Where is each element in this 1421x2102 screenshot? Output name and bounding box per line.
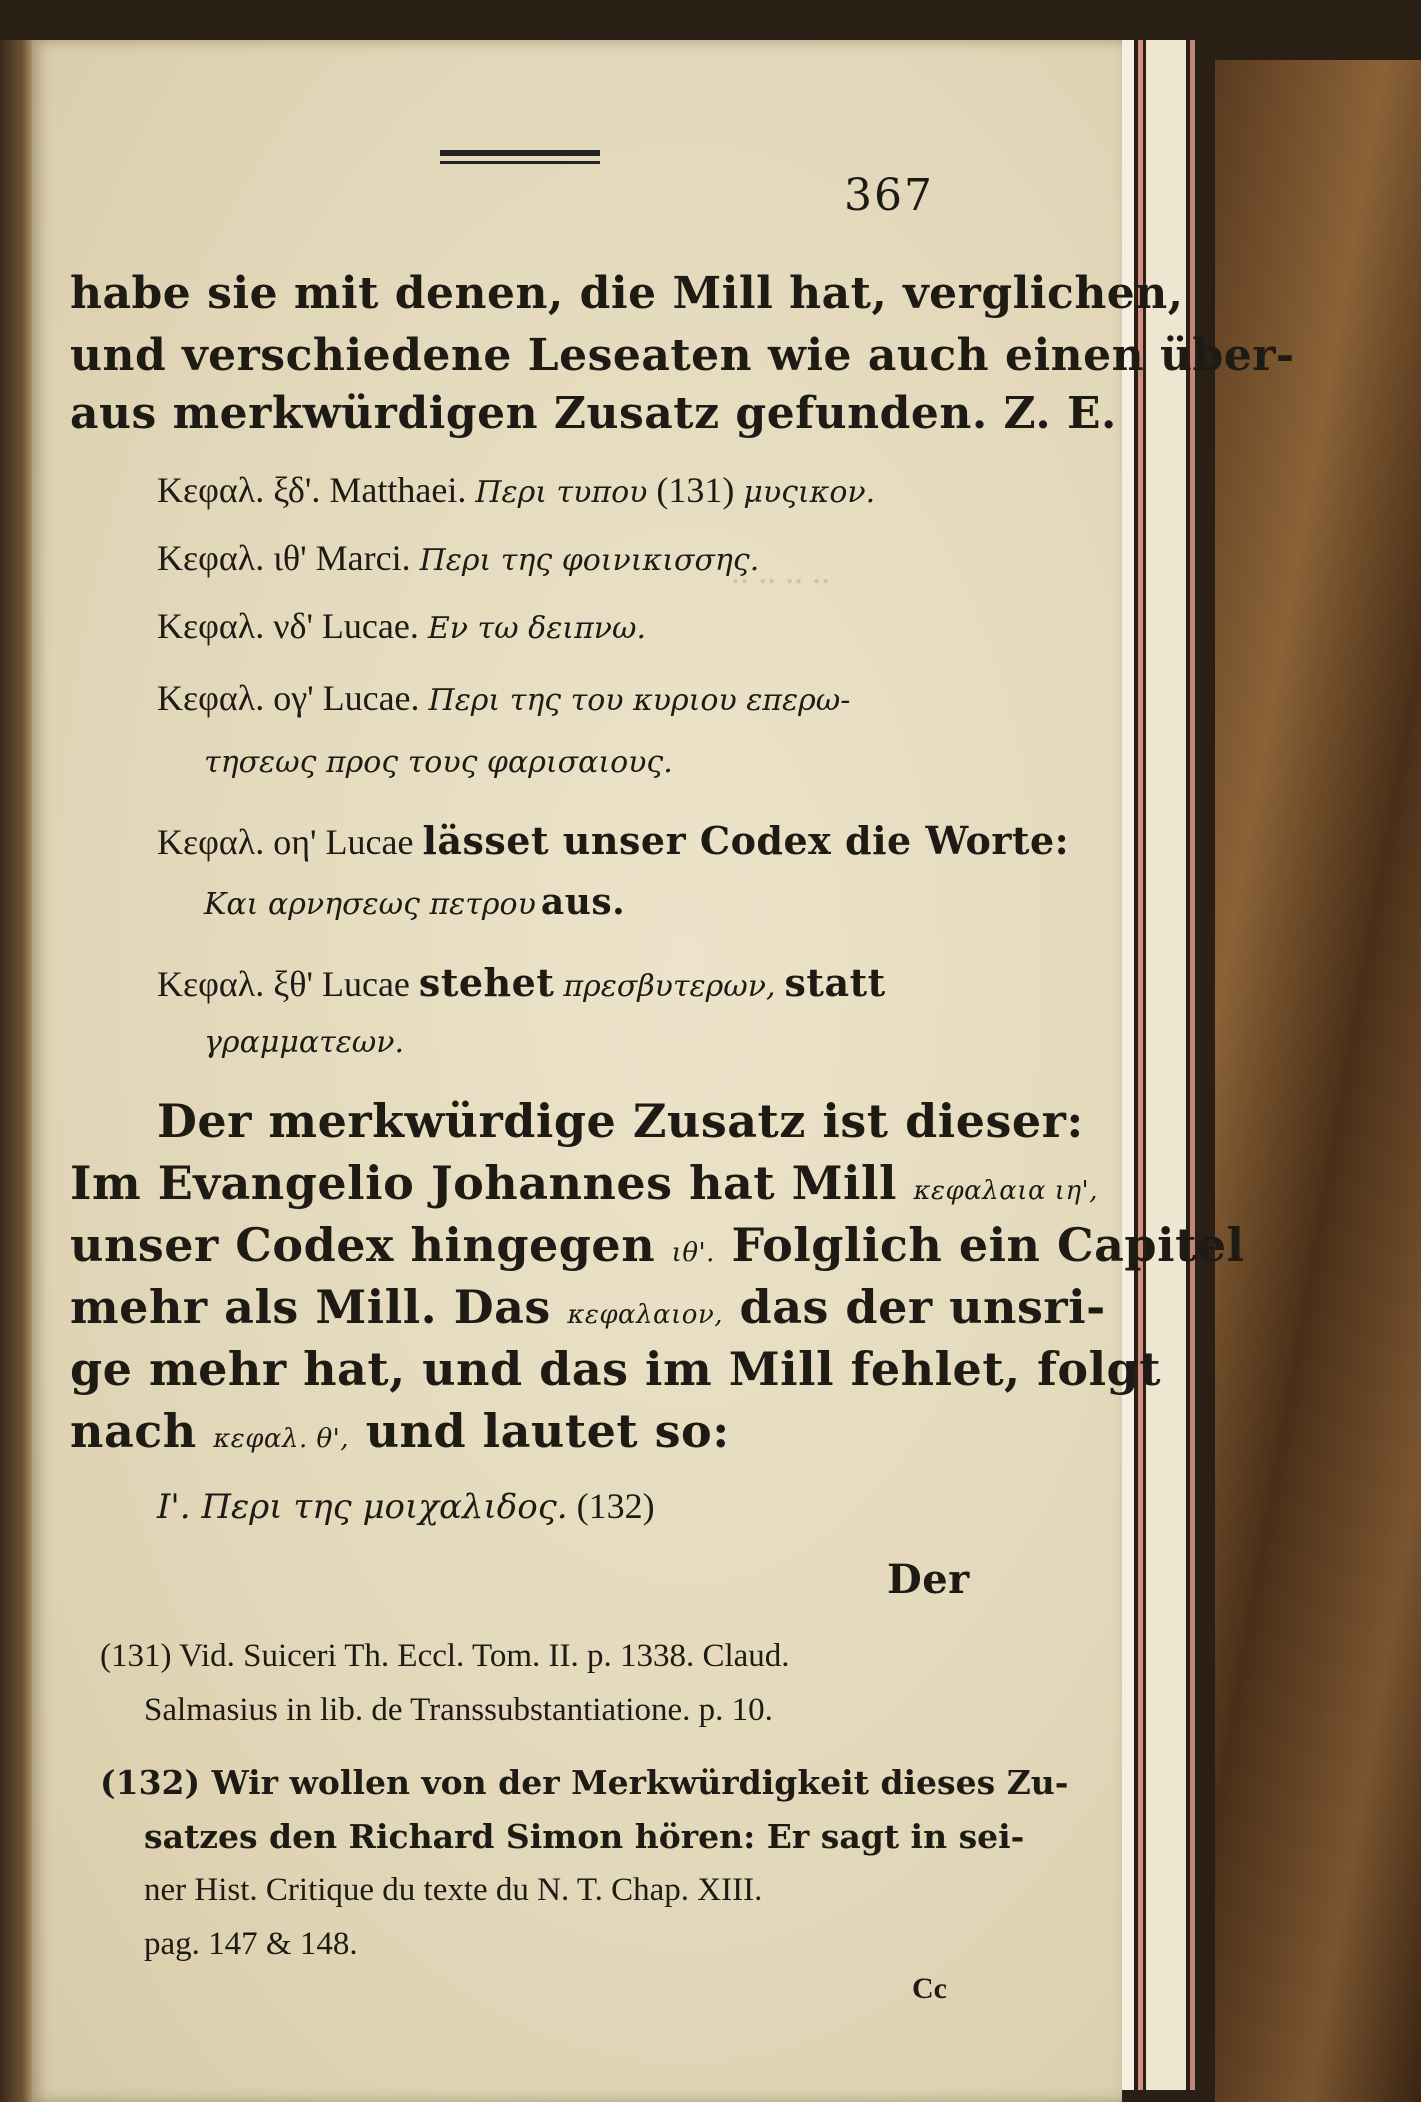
paragraph-line (70, 1280, 1106, 1334)
footnote-line: (132) Wir wollen von der Merkwürdigkeit dieses Zu- (100, 1763, 1069, 1802)
entry-continuation: γραμματεων. (204, 1025, 405, 1060)
page-number: 367 (844, 170, 934, 221)
entry-greek: Και αρνησεως πετρου (204, 887, 536, 922)
book-spine-left (0, 40, 32, 2102)
paragraph-text: Folglich ein Capitel (731, 1218, 1245, 1272)
footnote-line: satzes den Richard Simon hören: Er sagt in sei- (144, 1817, 1025, 1856)
kephal-entry (157, 818, 1070, 863)
paragraph-line: Der merkwürdige Zusatz ist dieser: (157, 1094, 1084, 1148)
footnote-line: (131) Vid. Suiceri Th. Eccl. Tom. II. p. 1338. Claud. (100, 1638, 790, 1674)
entry-greek: πρεσβυτερων, (563, 969, 776, 1004)
paragraph-line (70, 1218, 1245, 1272)
entry-greek: Περι τυπου (475, 475, 648, 510)
footnote-line: pag. 147 & 148. (144, 1926, 358, 1962)
body-line: aus merkwürdigen Zusatz gefunden. Z. E. (70, 388, 1117, 439)
signature-mark: Cc (912, 1972, 947, 2005)
paragraph-line: ge mehr hat, und das im Mill fehlet, folgt (70, 1342, 1161, 1396)
entry-ref: (131) (656, 470, 735, 510)
entry-greek: Περι της του κυριου επερω- (428, 683, 851, 718)
entry-lead: Κεφαλ. ογ' Lucae. (157, 678, 420, 718)
entry-lead: Κεφαλ. νδ' Lucae. (157, 606, 419, 646)
entry-text: stehet (418, 960, 555, 1005)
entry-lead: Κεφαλ. ξδ'. Matthaei. (157, 470, 467, 510)
kephal-entry (157, 472, 875, 508)
entry-text: aus. (540, 881, 626, 923)
entry-continuation: τησεως προς τους φαρισαιους. (204, 745, 673, 780)
book-page (32, 40, 1295, 2102)
bleed-through: .. .. .. .. (732, 551, 831, 591)
catchword-top: Der (887, 1556, 970, 1603)
body-line: habe sie mit denen, die Mill hat, verglichen, (70, 268, 1184, 319)
quote-ref: (132) (576, 1486, 655, 1526)
header-rule (440, 150, 600, 164)
kephal-entry (157, 960, 886, 1005)
entry-text: lässet unser Codex die Worte: (422, 818, 1070, 863)
paragraph-text: unser Codex hingegen (70, 1218, 656, 1272)
paragraph-line (70, 1404, 730, 1458)
paragraph-text: und lautet so: (365, 1404, 730, 1458)
footnote-line: ner Hist. Critique du texte du N. T. Chap. XIII. (144, 1872, 763, 1908)
paragraph-line (70, 1156, 1098, 1210)
entry-greek: Περι της φοινικισσης. (419, 543, 760, 578)
entry-lead: Κεφαλ. οη' Lucae (157, 822, 414, 862)
entry-continuation (204, 881, 626, 923)
paragraph-greek: ιθ'. (671, 1238, 715, 1268)
entry-greek: μυςικον. (743, 475, 876, 510)
quote-line (157, 1486, 655, 1527)
paragraph-greek: κεφαλαια ιη', (913, 1176, 1098, 1206)
entry-lead: Κεφαλ. ιθ' Marci. (157, 538, 411, 578)
paragraph-text: nach (70, 1404, 197, 1458)
quote-greek: Ι'. Περι της μοιχαλιδος. (157, 1487, 568, 1527)
kephal-entry (157, 608, 646, 644)
paragraph-greek: κεφαλ. θ', (213, 1424, 350, 1454)
footnote-line: Salmasius in lib. de Transsubstantiatione. p. 10. (144, 1692, 773, 1728)
kephal-entry (157, 540, 759, 576)
paragraph-greek: κεφαλαιον, (567, 1300, 724, 1330)
paragraph-text: Im Evangelio Johannes hat Mill (70, 1156, 897, 1210)
paragraph-text: mehr als Mill. Das (70, 1280, 551, 1334)
entry-lead: Κεφαλ. ξθ' Lucae (157, 964, 410, 1004)
kephal-entry (157, 680, 850, 716)
body-line: und verschiedene Leseaten wie auch einen über- (70, 330, 1295, 381)
entry-text: statt (784, 960, 886, 1005)
paragraph-text: das der unsri- (739, 1280, 1106, 1334)
entry-greek: Εν τω δειπνω. (427, 611, 647, 646)
